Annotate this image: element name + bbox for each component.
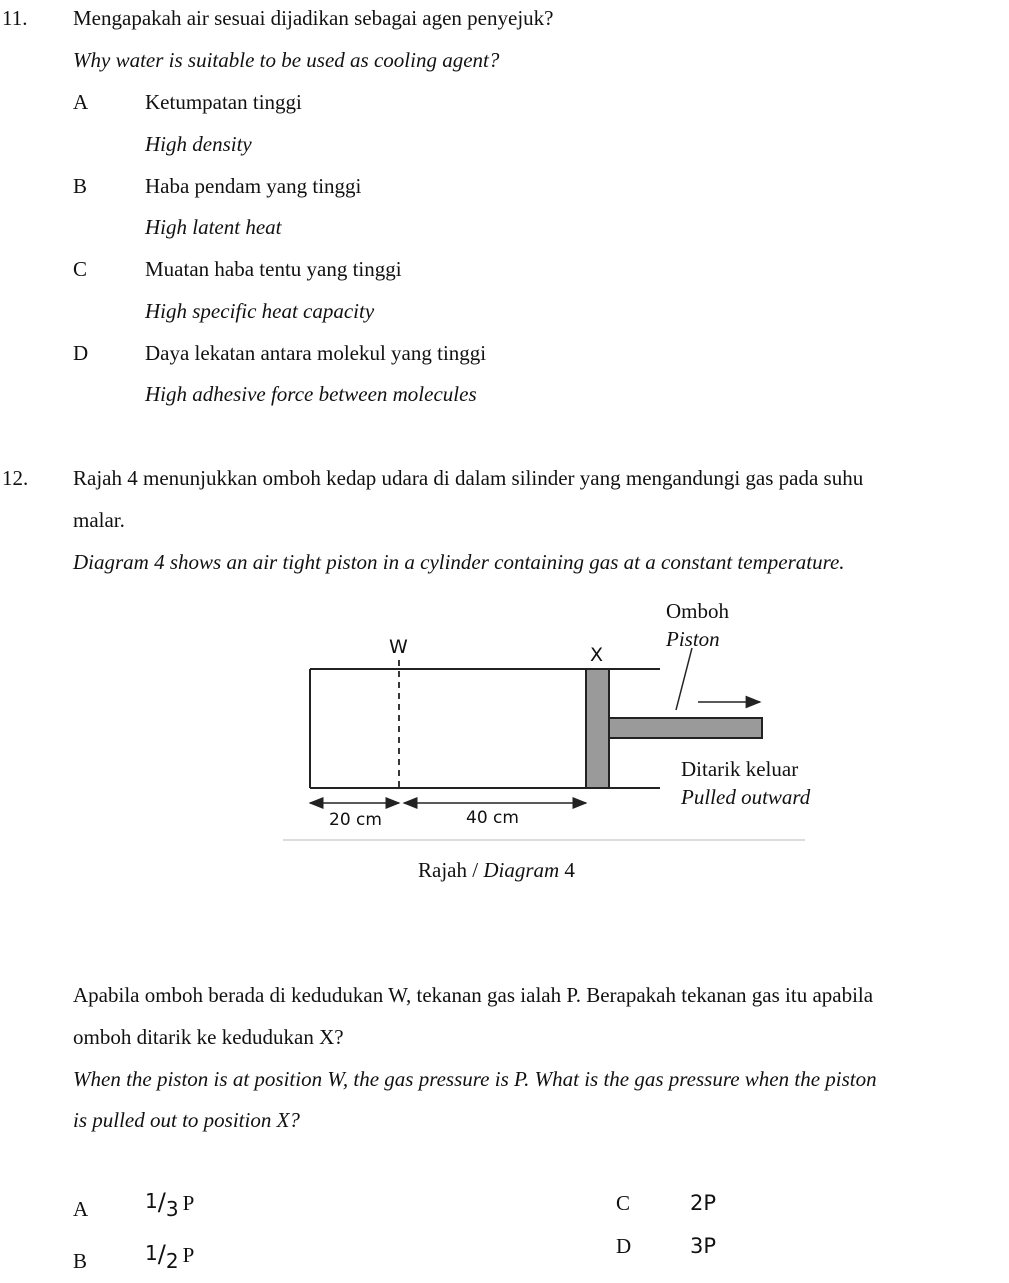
label-40cm: 40 cm [466,808,519,828]
option-letter-a[interactable]: A [73,1197,89,1221]
option-a-value[interactable]: $^1/_3$ P [145,1188,195,1221]
option-letter-a[interactable]: A [73,90,89,114]
stem-text-ms-line1: Apabila omboh berada di kedudukan W, tekanan gas ialah P. Berapakah tekanan gas itu apabila [73,983,874,1007]
stem-text-en-line2: is pulled out to position X? [73,1108,300,1132]
piston-rod[interactable] [609,718,762,738]
option-d-text-ms[interactable]: Daya lekatan antara molekul yang tinggi [145,341,487,365]
caption-ms: Rajah / [418,858,484,882]
option-c-text-en[interactable]: High specific heat capacity [145,299,375,323]
stem-text-en-line1: When the piston is at position W, the gas pressure is P. What is the gas pressure when the piston [73,1067,877,1091]
fraction-denominator: 2 [165,1249,179,1273]
label-w: W [389,636,408,658]
stem-text-ms-line2: omboh ditarik ke kedudukan X? [73,1025,344,1049]
option-letter-c[interactable]: C [616,1191,631,1215]
option-a-text-en[interactable]: High density [145,132,252,156]
fraction-unit: P [182,1243,195,1267]
label-piston-ms: Omboh [666,599,729,623]
option-b-value[interactable]: $^1/_2$ P [145,1240,195,1273]
question-number: 11. [2,6,28,30]
option-d-text-en[interactable]: High adhesive force between molecules [145,382,477,406]
fraction-unit: P [182,1191,195,1215]
diagram-caption [418,858,575,883]
option-a-text-ms[interactable]: Ketumpatan tinggi [145,90,302,114]
label-20cm: 20 cm [329,810,382,830]
intro-text-ms-line2: malar. [73,508,125,532]
fraction-numerator: 1 [145,1189,158,1213]
option-letter-d[interactable]: D [73,341,89,365]
question-number: 12. [2,466,29,490]
question-text-ms: Mengapakah air sesuai dijadikan sebagai agen penyejuk? [73,6,554,30]
question-text-en: Why water is suitable to be used as cooling agent? [73,48,500,72]
option-letter-b[interactable]: B [73,1249,88,1273]
fraction-denominator: 3 [165,1197,179,1221]
option-letter-b[interactable]: B [73,174,88,198]
option-letter-d[interactable]: D [616,1234,632,1258]
diagram-piston-cylinder [0,590,1009,890]
intro-text-en: Diagram 4 shows an air tight piston in a cylinder containing gas at a constant temperature. [73,550,845,574]
option-letter-c[interactable]: C [73,257,88,281]
option-d-value[interactable]: 3P [690,1234,717,1258]
label-pulled-ms: Ditarik keluar [681,757,799,781]
label-pulled-en: Pulled outward [681,785,811,809]
caption-en: Diagram [483,858,560,882]
piston-head[interactable] [586,669,609,788]
option-c-value[interactable]: 2P [690,1191,717,1215]
option-c-text-ms[interactable]: Muatan haba tentu yang tinggi [145,257,402,281]
piston-label-leader [676,648,692,710]
fraction-numerator: 1 [145,1241,158,1265]
intro-text-ms-line1: Rajah 4 menunjukkan omboh kedap udara di dalam silinder yang mengandungi gas pada suhu [73,466,864,490]
option-b-text-ms[interactable]: Haba pendam yang tinggi [145,174,362,198]
label-piston-en: Piston [666,627,720,651]
option-b-text-en[interactable]: High latent heat [145,215,282,239]
label-x: X [590,644,604,666]
caption-number: 4 [559,858,575,882]
